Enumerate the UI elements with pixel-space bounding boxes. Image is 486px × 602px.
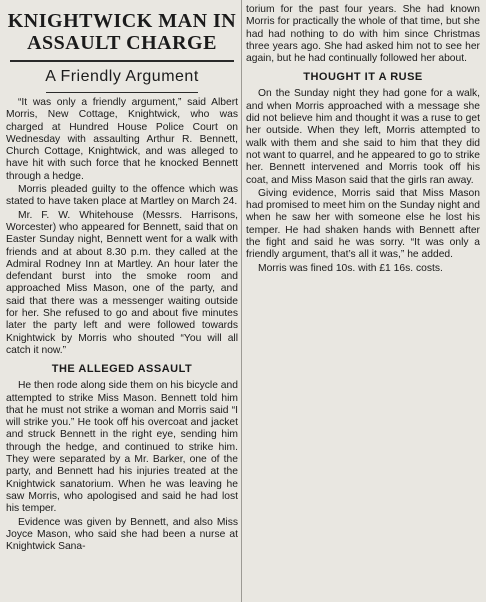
paragraph-continuation: torium for the past four years. She had known Morris for practically the whole of that time, but she had had nothing to do with him since Christmas three years ago. She had asked him not to see her again, but he had continually followed her about.	[246, 4, 480, 65]
subheadline-rule	[46, 92, 198, 93]
left-column	[6, 6, 238, 553]
column-divider	[241, 0, 242, 602]
paragraph: “It was only a friendly argument,” said Albert Morris, New Cottage, Knightwick, who was charged at Hundred House Police Court on Wednesday with assaulting Arthur R. Bennett, Church Cottage, Knightwick, and was alleged to have hit with such force that he knocked Bennett through a hedge.	[6, 97, 238, 182]
section-heading-thought-it-a-ruse: THOUGHT IT A RUSE	[303, 71, 423, 84]
paragraph: Giving evidence, Morris said that Miss Mason had promised to meet him on the Sunday night and when he saw her with someone else he lost his temper. He had shaken hands with Bennett after the fight and said he was sorry. “It was only a friendly argument, that’s all it was,” he added.	[246, 187, 480, 261]
headline-rule	[10, 60, 234, 62]
section-heading-alleged-assault: THE ALLEGED ASSAULT	[51, 363, 193, 376]
headline: KNIGHTWICK MAN IN ASSAULT CHARGE	[7, 10, 237, 54]
paragraph: Mr. F. W. Whitehouse (Messrs. Harrisons, Worcester) who appeared for Bennett, said that on Easter Sunday night, Bennett went for a walk with friends and at about 8.30 p.m. they called at the Admiral Rodney Inn at Martley. An hour later the defendant burst into the smoke room and approached Miss Mason, one of the party, and said that there was a messenger waiting outside for her. She refused to go and about five minutes later the party left and were followed towards Knightwick by Morris who shouted “You will all catch it now.”	[6, 209, 238, 356]
paragraph: Morris pleaded guilty to the offence which was stated to have taken place at Martley on March 24.	[6, 184, 238, 208]
paragraph: Evidence was given by Bennett, and also Miss Joyce Mason, who said she had been a nurse at Knightwick Sana-	[6, 516, 238, 553]
subheadline: A Friendly Argument	[45, 68, 199, 85]
paragraph: Morris was fined 10s. with £1 16s. costs.	[258, 262, 443, 274]
paragraph: He then rode along side them on his bicycle and attempted to strike Miss Mason. Bennett told him that he must not strike a woman and Morris said “I will strike you.” He took off his overcoat and jacket and struck Bennett in the right eye, sending him through the hedge, and continued to strike him. They were separated by a Mr. Barker, one of the party, and Bennett had his injuries treated at the Knightwick sanatorium. When he was leaving he saw Morris, who apologised and said he had lost his temper.	[6, 380, 238, 515]
right-column	[246, 4, 480, 275]
paragraph: On the Sunday night they had gone for a walk, and when Morris approached with a message she did not believe him and thought it was a ruse to get her outside. When they left, Morris attempted to walk with them and she said to him that they did not want to quarrel, and he appeared to go to strike her. Bennett intervened and Morris took off his coat, and Miss Mason said that the girls ran away.	[246, 88, 480, 186]
